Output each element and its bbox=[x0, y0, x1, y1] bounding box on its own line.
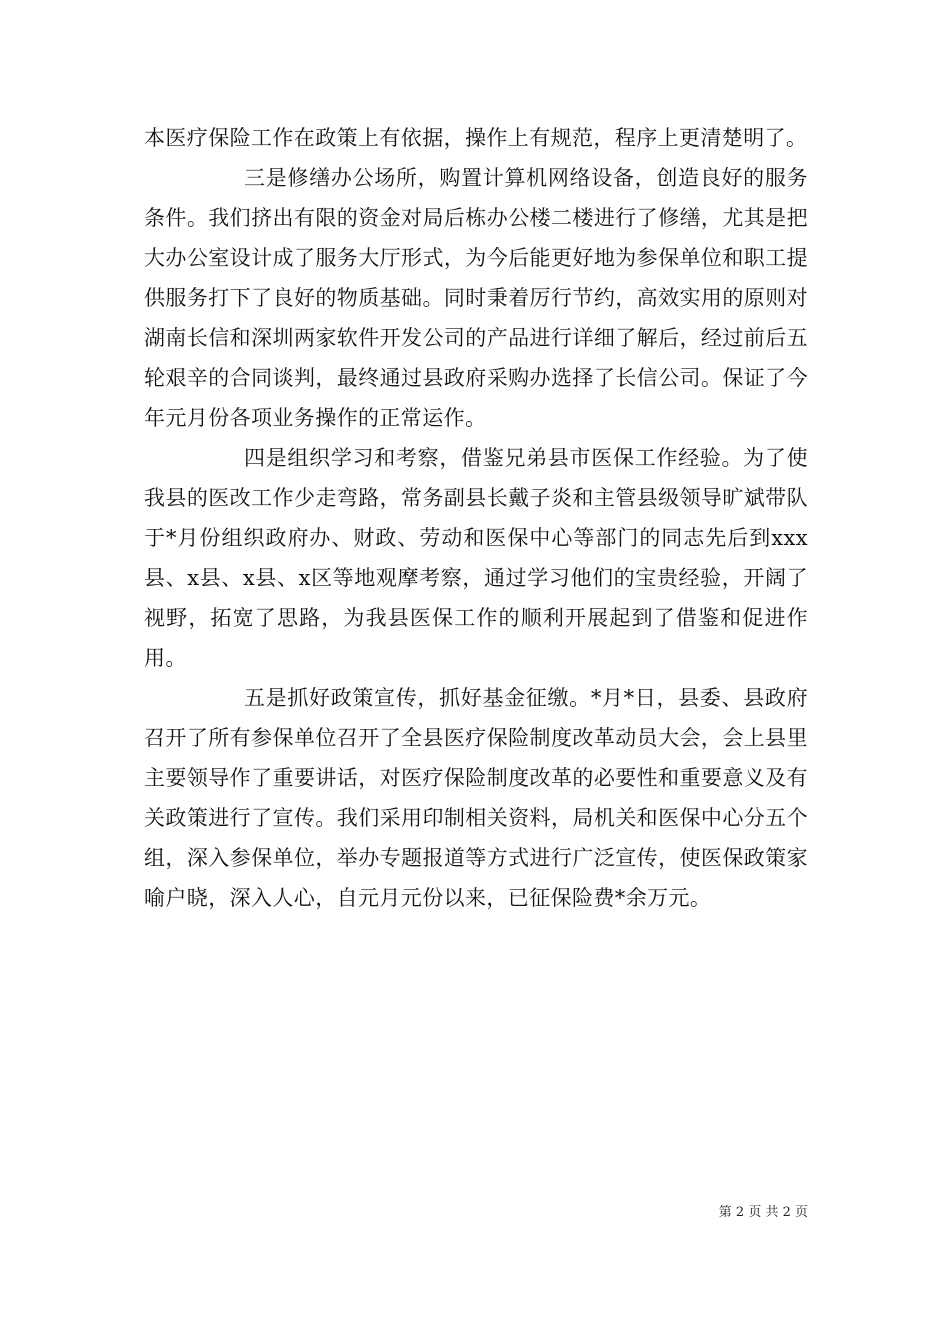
paragraph-2: 三是修缮办公场所，购置计算机网络设备，创造良好的服务条件。我们挤出有限的资金对局后栋办公楼二楼进行了修缮，尤其是把大办公室设计成了服务大厅形式，为今后能更好地为参保单位和职工提供服务打下了良好的物质基础。同时秉着厉行节约，高效实用的原则对湖南长信和深圳两家软件开发公司的产品进行详细了解后，经过前后五轮艰辛的合同谈判，最终通过县政府采购办选择了长信公司。保证了今年元月份各项业务操作的正常运作。 bbox=[144, 166, 808, 430]
paragraph-4: 五是抓好政策宣传，抓好基金征缴。*月*日，县委、县政府召开了所有参保单位召开了全县医疗保险制度改革动员大会，会上县里主要领导作了重要讲话，对医疗保险制度改革的必要性和重要意义及有关政策进行了宣传。我们采用印制相关资料，局机关和医保中心分五个组，深入参保单位，举办专题报道等方式进行广泛宣传，使医保政策家喻户晓，深入人心，自元月元份以来，已征保险费*余万元。 bbox=[144, 686, 808, 910]
paragraph-1: 本医疗保险工作在政策上有依据，操作上有规范，程序上更清楚明了。 bbox=[144, 126, 808, 150]
page-number: 第 2 页 共 2 页 bbox=[718, 1205, 808, 1220]
document-body bbox=[144, 118, 808, 918]
paragraph-3: 四是组织学习和考察，借鉴兄弟县市医保工作经验。为了使我县的医改工作少走弯路，常务副县长戴子炎和主管县级领导旷斌带队于*月份组织政府办、财政、劳动和医保中心等部门的同志先后到xxx县、x县、x县、x区等地观摩考察，通过学习他们的宝贵经验，开阔了视野，拓宽了思路，为我县医保工作的顺利开展起到了借鉴和促进作用。 bbox=[144, 446, 808, 670]
